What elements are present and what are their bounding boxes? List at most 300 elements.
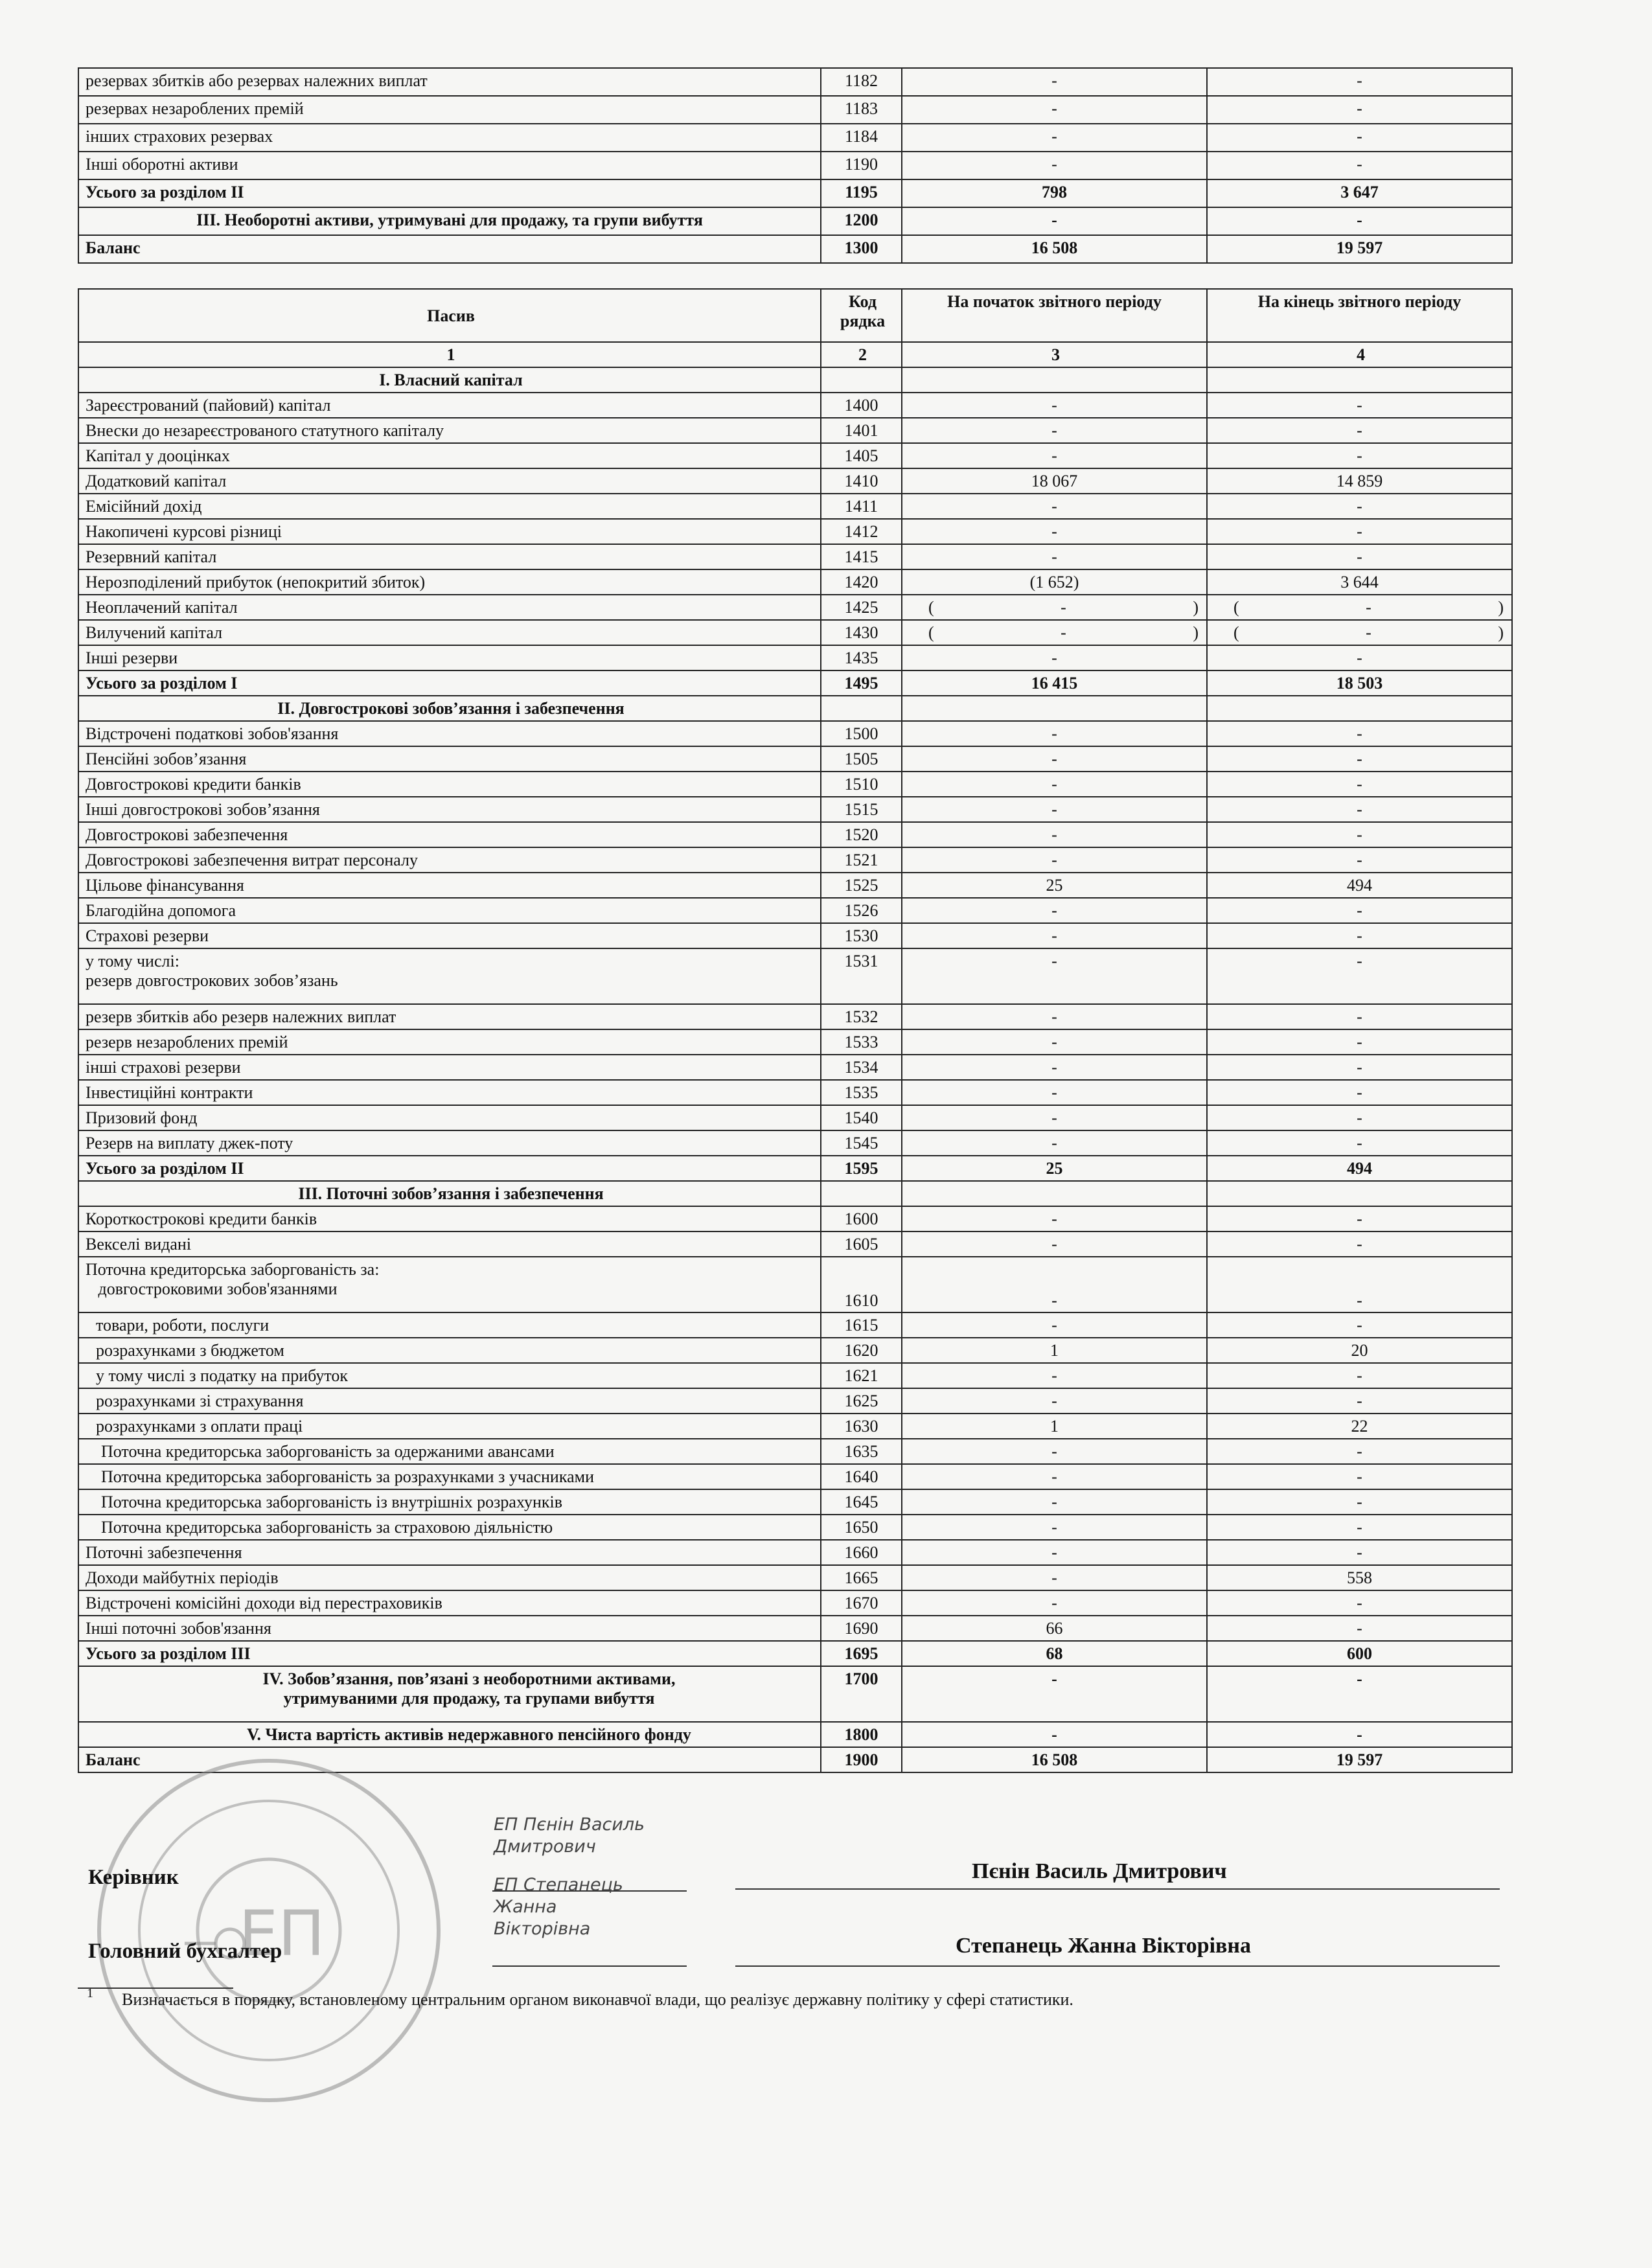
- value-end: -: [1207, 1388, 1512, 1414]
- row-code: 1515: [821, 797, 902, 822]
- electronic-signature-stamp: [87, 1749, 450, 2112]
- row-name: Усього за розділом II: [78, 1156, 821, 1181]
- footnote-rule: [78, 1987, 233, 1989]
- row-code: 1630: [821, 1414, 902, 1439]
- row-code: 1665: [821, 1565, 902, 1590]
- row-code: 1401: [821, 418, 902, 443]
- row-code: 1510: [821, 772, 902, 797]
- value-start: -: [902, 898, 1207, 923]
- table-row: [78, 179, 1512, 207]
- row-code: 1540: [821, 1105, 902, 1130]
- row-name: Страхові резерви: [78, 923, 821, 948]
- row-code: 1535: [821, 1080, 902, 1105]
- row-code: 1530: [821, 923, 902, 948]
- row-code: 1505: [821, 746, 902, 772]
- value-start: -: [902, 772, 1207, 797]
- row-code: 1405: [821, 443, 902, 468]
- empty-cell: [821, 1181, 902, 1206]
- table-row: [78, 1666, 1512, 1722]
- row-name: Усього за розділом II: [78, 179, 821, 207]
- header-num-1: 1: [78, 342, 821, 367]
- value-start: 798: [902, 179, 1207, 207]
- row-code: 1520: [821, 822, 902, 847]
- footnote: [87, 1986, 1073, 2010]
- row-name: резервах незароблених премій: [78, 96, 821, 124]
- row-name: Поточна кредиторська заборгованість за: довгостроковими зобов'язаннями: [78, 1257, 821, 1312]
- row-code: 1435: [821, 645, 902, 670]
- value-start: -: [902, 519, 1207, 544]
- row-name: Призовий фонд: [78, 1105, 821, 1130]
- value-start: -: [902, 68, 1207, 96]
- value-start: [902, 620, 1207, 645]
- value-start: -: [902, 1388, 1207, 1414]
- value-end: -: [1207, 847, 1512, 873]
- value-start: -: [902, 746, 1207, 772]
- value-start: -: [902, 152, 1207, 179]
- header-num-2: 2: [821, 342, 902, 367]
- value-end: 3 647: [1207, 179, 1512, 207]
- value-end: 3 644: [1207, 569, 1512, 595]
- row-name: Довгострокові забезпечення: [78, 822, 821, 847]
- value-end: 18 503: [1207, 670, 1512, 696]
- row-code: 1533: [821, 1029, 902, 1055]
- row-code: 1195: [821, 179, 902, 207]
- table-row: [78, 620, 1512, 645]
- table-row: [78, 746, 1512, 772]
- table-row: [78, 443, 1512, 468]
- value-end: 600: [1207, 1641, 1512, 1666]
- head-label: Керівник: [88, 1866, 179, 1889]
- row-code: 1190: [821, 152, 902, 179]
- table-row: [78, 152, 1512, 179]
- row-code: 1411: [821, 494, 902, 519]
- table-row: [78, 1055, 1512, 1080]
- assets-tail-table: [78, 67, 1513, 264]
- table-row: [78, 96, 1512, 124]
- row-name: Баланс: [78, 1747, 821, 1772]
- row-code: 1521: [821, 847, 902, 873]
- value-end: -: [1207, 1722, 1512, 1747]
- row-name: Поточна кредиторська заборгованість за страховою діяльністю: [78, 1515, 821, 1540]
- row-code: 1532: [821, 1004, 902, 1029]
- value-end: -: [1207, 1206, 1512, 1231]
- head-name: Пєнін Василь Дмитрович: [972, 1859, 1227, 1883]
- liabilities-table: [78, 288, 1513, 1773]
- value-start: -: [902, 1489, 1207, 1515]
- accountant-sign-line: [492, 1965, 687, 1967]
- value-start: -: [902, 1257, 1207, 1312]
- header-num-4: 4: [1207, 342, 1512, 367]
- value-start: -: [902, 207, 1207, 235]
- row-name: Накопичені курсові різниці: [78, 519, 821, 544]
- parenthesized-value: [1214, 623, 1508, 643]
- table-row: [78, 772, 1512, 797]
- value-end: -: [1207, 1540, 1512, 1565]
- row-code: 1645: [821, 1489, 902, 1515]
- table-row: [78, 1439, 1512, 1464]
- row-name: Пенсійні зобов’язання: [78, 746, 821, 772]
- footnote-mark: 1: [87, 1986, 93, 2000]
- table-row: [78, 235, 1512, 263]
- empty-cell: [821, 696, 902, 721]
- value-start: -: [902, 1464, 1207, 1489]
- section-row: [78, 367, 1512, 393]
- value-start: 16 415: [902, 670, 1207, 696]
- value-end: -: [1207, 1029, 1512, 1055]
- row-name: Векселі видані: [78, 1231, 821, 1257]
- value-end: -: [1207, 1231, 1512, 1257]
- row-name: Баланс: [78, 235, 821, 263]
- header-period-start: На початок звітного періоду: [902, 289, 1207, 342]
- empty-cell: [902, 696, 1207, 721]
- value-end: 14 859: [1207, 468, 1512, 494]
- table-row: [78, 1363, 1512, 1388]
- value-end: 558: [1207, 1565, 1512, 1590]
- row-code: 1182: [821, 68, 902, 96]
- row-code: 1531: [821, 948, 902, 1004]
- row-name: Довгострокові забезпечення витрат персоналу: [78, 847, 821, 873]
- parenthesized-value: [909, 623, 1202, 643]
- paren-open: (: [1233, 623, 1239, 642]
- value-end: -: [1207, 746, 1512, 772]
- value-start: 25: [902, 873, 1207, 898]
- value-start: -: [902, 1130, 1207, 1156]
- value-text: -: [1366, 598, 1371, 617]
- head-name-line: [735, 1888, 1500, 1890]
- value-start: -: [902, 1004, 1207, 1029]
- value-end: 19 597: [1207, 235, 1512, 263]
- table-row: [78, 569, 1512, 595]
- row-name: резерв збитків або резерв належних виплат: [78, 1004, 821, 1029]
- value-start: -: [902, 1206, 1207, 1231]
- value-end: 19 597: [1207, 1747, 1512, 1772]
- row-code: 1650: [821, 1515, 902, 1540]
- paren-close: ): [1498, 623, 1504, 642]
- value-end: -: [1207, 1515, 1512, 1540]
- value-start: -: [902, 1055, 1207, 1080]
- row-code: 1430: [821, 620, 902, 645]
- section-row: [78, 696, 1512, 721]
- value-end: -: [1207, 1489, 1512, 1515]
- row-name: Доходи майбутніх періодів: [78, 1565, 821, 1590]
- table-row: [78, 519, 1512, 544]
- value-end: -: [1207, 721, 1512, 746]
- value-end: -: [1207, 1590, 1512, 1616]
- value-start: -: [902, 1231, 1207, 1257]
- table-row: [78, 1565, 1512, 1590]
- row-code: 1621: [821, 1363, 902, 1388]
- row-name: Поточні забезпечення: [78, 1540, 821, 1565]
- value-start: -: [902, 948, 1207, 1004]
- row-code: 1605: [821, 1231, 902, 1257]
- row-name: V. Чиста вартість активів недержавного пенсійного фонду: [78, 1722, 821, 1747]
- value-end: -: [1207, 1439, 1512, 1464]
- row-name: Зареєстрований (пайовий) капітал: [78, 393, 821, 418]
- paren-close: ): [1193, 598, 1199, 617]
- value-end: 22: [1207, 1414, 1512, 1439]
- value-start: [902, 595, 1207, 620]
- table-row: [78, 822, 1512, 847]
- table-row: [78, 393, 1512, 418]
- table-row: [78, 1231, 1512, 1257]
- row-code: 1525: [821, 873, 902, 898]
- row-name: Капітал у дооцінках: [78, 443, 821, 468]
- row-name: інші страхові резерви: [78, 1055, 821, 1080]
- row-name: резерв незароблених премій: [78, 1029, 821, 1055]
- value-text: -: [1366, 623, 1371, 642]
- value-text: -: [1061, 623, 1066, 642]
- row-code: 1800: [821, 1722, 902, 1747]
- row-name: розрахунками з бюджетом: [78, 1338, 821, 1363]
- header-row-code: Код рядка: [821, 289, 902, 342]
- footnote-text: Визначається в порядку, встановленому центральним органом виконавчої влади, що реалізує державну політику у сфері статистики.: [122, 1990, 1073, 2009]
- value-start: 16 508: [902, 1747, 1207, 1772]
- value-end: -: [1207, 1312, 1512, 1338]
- value-start: 16 508: [902, 235, 1207, 263]
- value-end: -: [1207, 494, 1512, 519]
- table-row: [78, 1414, 1512, 1439]
- value-start: 68: [902, 1641, 1207, 1666]
- row-code: 1900: [821, 1747, 902, 1772]
- value-start: -: [902, 923, 1207, 948]
- table-row: [78, 1722, 1512, 1747]
- paren-close: ): [1193, 623, 1199, 642]
- value-end: -: [1207, 443, 1512, 468]
- empty-cell: [902, 367, 1207, 393]
- empty-cell: [902, 1181, 1207, 1206]
- table-row: [78, 1029, 1512, 1055]
- row-name: IV. Зобов’язання, пов’язані з необоротними активами, утримуваними для продажу, та групами вибуття: [78, 1666, 821, 1722]
- paren-open: (: [928, 623, 934, 642]
- value-start: -: [902, 645, 1207, 670]
- section-title: II. Довгострокові зобов’язання і забезпечення: [78, 696, 821, 721]
- row-code: 1500: [821, 721, 902, 746]
- value-start: -: [902, 1439, 1207, 1464]
- row-name: Цільове фінансування: [78, 873, 821, 898]
- table-row: [78, 1206, 1512, 1231]
- table-row: [78, 1489, 1512, 1515]
- table-row: [78, 124, 1512, 152]
- row-name: Інвестиційні контракти: [78, 1080, 821, 1105]
- row-name: розрахунками з оплати праці: [78, 1414, 821, 1439]
- value-start: -: [902, 1363, 1207, 1388]
- table-row: [78, 1004, 1512, 1029]
- value-end: [1207, 620, 1512, 645]
- value-end: -: [1207, 948, 1512, 1004]
- value-end: -: [1207, 772, 1512, 797]
- row-name: Резерв на виплату джек-поту: [78, 1130, 821, 1156]
- table-row: [78, 898, 1512, 923]
- value-end: -: [1207, 923, 1512, 948]
- row-name: Інші поточні зобов'язання: [78, 1616, 821, 1641]
- value-end: 494: [1207, 1156, 1512, 1181]
- value-start: -: [902, 494, 1207, 519]
- value-end: -: [1207, 207, 1512, 235]
- table-row: [78, 873, 1512, 898]
- table-row: [78, 1130, 1512, 1156]
- row-code: 1610: [821, 1257, 902, 1312]
- empty-cell: [821, 367, 902, 393]
- value-end: -: [1207, 898, 1512, 923]
- row-code: 1184: [821, 124, 902, 152]
- row-code: 1534: [821, 1055, 902, 1080]
- value-start: -: [902, 1540, 1207, 1565]
- row-name: Інші оборотні активи: [78, 152, 821, 179]
- value-end: -: [1207, 418, 1512, 443]
- parenthesized-value: [909, 598, 1202, 617]
- row-name: Інші резерви: [78, 645, 821, 670]
- row-code: 1595: [821, 1156, 902, 1181]
- row-code: 1412: [821, 519, 902, 544]
- paren-close: ): [1498, 598, 1504, 617]
- row-code: 1695: [821, 1641, 902, 1666]
- row-name: Нерозподілений прибуток (непокритий збиток): [78, 569, 821, 595]
- value-start: -: [902, 96, 1207, 124]
- value-start: -: [902, 1565, 1207, 1590]
- table-row: [78, 1105, 1512, 1130]
- value-end: 20: [1207, 1338, 1512, 1363]
- value-end: -: [1207, 1464, 1512, 1489]
- value-start: 18 067: [902, 468, 1207, 494]
- value-start: 66: [902, 1616, 1207, 1641]
- value-text: -: [1061, 598, 1066, 617]
- row-name: Емісійний дохід: [78, 494, 821, 519]
- row-name: інших страхових резервах: [78, 124, 821, 152]
- row-code: 1300: [821, 235, 902, 263]
- row-code: 1495: [821, 670, 902, 696]
- table-row: [78, 1388, 1512, 1414]
- value-end: -: [1207, 393, 1512, 418]
- row-code: 1660: [821, 1540, 902, 1565]
- value-end: -: [1207, 152, 1512, 179]
- value-end: -: [1207, 1004, 1512, 1029]
- value-start: 25: [902, 1156, 1207, 1181]
- table-row: [78, 1080, 1512, 1105]
- row-name: Відстрочені податкові зобов'язання: [78, 721, 821, 746]
- head-esign: ЕП Пєнін Василь Дмитрович: [494, 1815, 645, 1857]
- value-end: -: [1207, 1105, 1512, 1130]
- table-row: [78, 494, 1512, 519]
- table-row: [78, 721, 1512, 746]
- section-title: ІІІ. Поточні зобов’язання і забезпечення: [78, 1181, 821, 1206]
- value-start: -: [902, 797, 1207, 822]
- value-start: -: [902, 1080, 1207, 1105]
- empty-cell: [1207, 1181, 1512, 1206]
- value-start: -: [902, 124, 1207, 152]
- value-start: -: [902, 847, 1207, 873]
- row-name: Усього за розділом I: [78, 670, 821, 696]
- row-code: 1670: [821, 1590, 902, 1616]
- accountant-label: Головний бухгалтер: [88, 1940, 282, 1963]
- value-end: -: [1207, 1257, 1512, 1312]
- row-name: Поточна кредиторська заборгованість за розрахунками з учасниками: [78, 1464, 821, 1489]
- value-start: -: [902, 1722, 1207, 1747]
- section-row: [78, 1181, 1512, 1206]
- value-end: -: [1207, 1363, 1512, 1388]
- table-row: [78, 645, 1512, 670]
- value-start: -: [902, 393, 1207, 418]
- row-code: 1690: [821, 1616, 902, 1641]
- value-end: 494: [1207, 873, 1512, 898]
- row-code: 1635: [821, 1439, 902, 1464]
- table-row: [78, 1590, 1512, 1616]
- table-row: [78, 1641, 1512, 1666]
- value-end: [1207, 595, 1512, 620]
- row-code: 1420: [821, 569, 902, 595]
- row-code: 1425: [821, 595, 902, 620]
- row-name: Короткострокові кредити банків: [78, 1206, 821, 1231]
- table-row: [78, 544, 1512, 569]
- table-row: [78, 207, 1512, 235]
- value-end: -: [1207, 1616, 1512, 1641]
- row-name: Внески до незареєстрованого статутного капіталу: [78, 418, 821, 443]
- row-code: 1640: [821, 1464, 902, 1489]
- header-period-end: На кінець звітного періоду: [1207, 289, 1512, 342]
- table-row: [78, 68, 1512, 96]
- value-start: -: [902, 1029, 1207, 1055]
- header-liabilities: Пасив: [78, 289, 821, 342]
- row-code: 1625: [821, 1388, 902, 1414]
- value-start: 1: [902, 1414, 1207, 1439]
- table-row: [78, 1515, 1512, 1540]
- table-row: [78, 1338, 1512, 1363]
- table-row: [78, 418, 1512, 443]
- row-code: 1615: [821, 1312, 902, 1338]
- value-end: -: [1207, 124, 1512, 152]
- value-start: -: [902, 1666, 1207, 1722]
- value-end: -: [1207, 544, 1512, 569]
- row-name: Резервний капітал: [78, 544, 821, 569]
- table-row: [78, 670, 1512, 696]
- value-start: -: [902, 1312, 1207, 1338]
- row-code: 1183: [821, 96, 902, 124]
- value-start: -: [902, 1590, 1207, 1616]
- row-name: розрахунками зі страхування: [78, 1388, 821, 1414]
- accountant-esign: ЕП Степанець Жанна Вікторівна: [494, 1875, 623, 1939]
- value-start: (1 652): [902, 569, 1207, 595]
- row-name: Поточна кредиторська заборгованість із внутрішніх розрахунків: [78, 1489, 821, 1515]
- table-row: [78, 1257, 1512, 1312]
- accountant-name: Степанець Жанна Вікторівна: [956, 1934, 1251, 1958]
- row-name: у тому числі: резерв довгострокових зобов’язань: [78, 948, 821, 1004]
- row-code: 1410: [821, 468, 902, 494]
- row-code: 1620: [821, 1338, 902, 1363]
- row-name: Неоплачений капітал: [78, 595, 821, 620]
- row-code: 1545: [821, 1130, 902, 1156]
- value-start: 1: [902, 1338, 1207, 1363]
- value-start: -: [902, 443, 1207, 468]
- value-end: -: [1207, 822, 1512, 847]
- table-row: [78, 1312, 1512, 1338]
- table-row: [78, 1464, 1512, 1489]
- row-code: 1400: [821, 393, 902, 418]
- paren-open: (: [1233, 598, 1239, 617]
- value-start: -: [902, 822, 1207, 847]
- table-row: [78, 847, 1512, 873]
- value-start: -: [902, 1105, 1207, 1130]
- value-start: -: [902, 418, 1207, 443]
- section-title: I. Власний капітал: [78, 367, 821, 393]
- row-code: 1700: [821, 1666, 902, 1722]
- table-row: [78, 1540, 1512, 1565]
- row-name: Вилучений капітал: [78, 620, 821, 645]
- empty-cell: [1207, 696, 1512, 721]
- row-name: Поточна кредиторська заборгованість за одержаними авансами: [78, 1439, 821, 1464]
- table-row: [78, 948, 1512, 1004]
- accountant-name-line: [735, 1965, 1500, 1967]
- row-name: резервах збитків або резервах належних виплат: [78, 68, 821, 96]
- row-code: 1415: [821, 544, 902, 569]
